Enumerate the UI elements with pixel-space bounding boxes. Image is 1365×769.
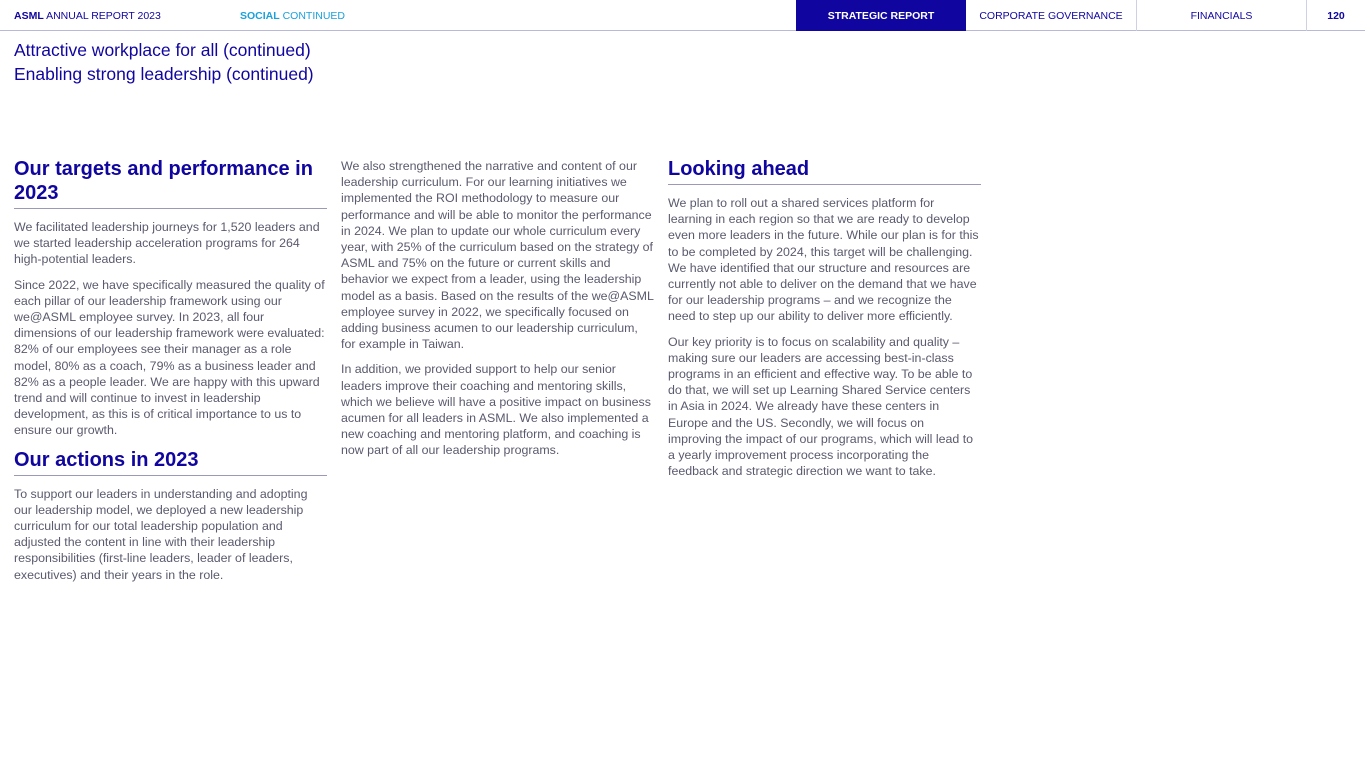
column-2 (341, 158, 654, 468)
paragraph: We facilitated leadership journeys for 1,520 leaders and we started leadership acceleration programs for 264 high-potential leaders. (14, 220, 320, 267)
paragraph: We also strengthened the narrative and content of our leadership curriculum. For our learning initiatives we implemented the ROI methodology to measure our performance and will be able to monitor the performance in 2024. We plan to update our whole curriculum every year, with 25% of the curriculum based on the strategy of ASML and 75% on the future or current skills and behavior we expect from a leader, using the leadership model as a basis. Based on the results of the we@ASML employee survey in 2022, we specifically focused on adding business acumen to our leadership curriculum, for example in Taiwan. (341, 159, 654, 352)
subtitle-line: Attractive workplace for all (continued) (14, 40, 311, 60)
top-bar (0, 0, 1365, 31)
section-label[interactable] (240, 0, 345, 31)
heading-targets: Our targets and performance in 2023 (14, 157, 327, 209)
column-1 (14, 157, 327, 592)
tab-financials[interactable]: FINANCIALS (1136, 0, 1306, 31)
heading-looking-ahead: Looking ahead (668, 157, 981, 185)
section-continued: CONTINUED (279, 10, 346, 22)
paragraph: Our key priority is to focus on scalability and quality – making sure our leaders are accessing best-in-class programs in an efficient and effective way. To be able to do that, we will set up Learning Shared Service centers in Asia in 2024. We already have these centers in Europe and the US. Secondly, we will focus on improving the impact of our programs, which will lead to a yearly improvement process incorporating the feedback and strategic direction we want to take. (668, 334, 974, 479)
subtitle-line: Enabling strong leadership (continued) (14, 64, 314, 84)
paragraph: To support our leaders in understanding and adopting our leadership model, we deployed a new leadership curriculum for our total leadership population and adjusted the content in line with their leadership responsibilities (first-line leaders, leader of leaders, executives) and their years in the role. (14, 486, 308, 582)
paragraph: Since 2022, we have specifically measured the quality of each pillar of our leadership framework using our we@ASML employee survey. In 2023, all four dimensions of our leadership framework were evaluated: 82% of our employees see their manager as a role model, 80% as a coach, 79% as a business leader and 82% as a people leader. We are happy with this upward trend and will continue to invest in leadership development, as this is of critical importance to us to ensure our growth. (14, 277, 325, 438)
brand: ASML (14, 10, 44, 22)
section-name: SOCIAL (240, 10, 280, 22)
paragraph: In addition, we provided support to help our senior leaders improve their coaching and mentoring skills, which we believe will have a positive impact on business acumen for all leaders in ASML. We also implemented a new coaching and mentoring platform, and coaching is now part of all our leadership programs. (341, 362, 651, 458)
column-3 (668, 157, 981, 488)
page-number: 120 (1306, 0, 1365, 31)
report-title[interactable] (14, 0, 161, 31)
tab-corporate-governance[interactable]: CORPORATE GOVERNANCE (979, 10, 1123, 22)
page-subtitle (14, 38, 314, 86)
report-label: ANNUAL REPORT 2023 (43, 10, 161, 22)
heading-actions: Our actions in 2023 (14, 448, 327, 476)
tab-strategic-report[interactable]: STRATEGIC REPORT (796, 0, 966, 31)
paragraph: We plan to roll out a shared services platform for learning in each region so that we are ready to develop even more leaders in the future. While our plan is for this to be completed by 2024, this target will be challenging. We have identified that our structure and resources are currently not able to deliver on the demand that we have for our leadership programs – and we recognize the need to step up our ability to deliver more efficiently. (668, 196, 979, 324)
